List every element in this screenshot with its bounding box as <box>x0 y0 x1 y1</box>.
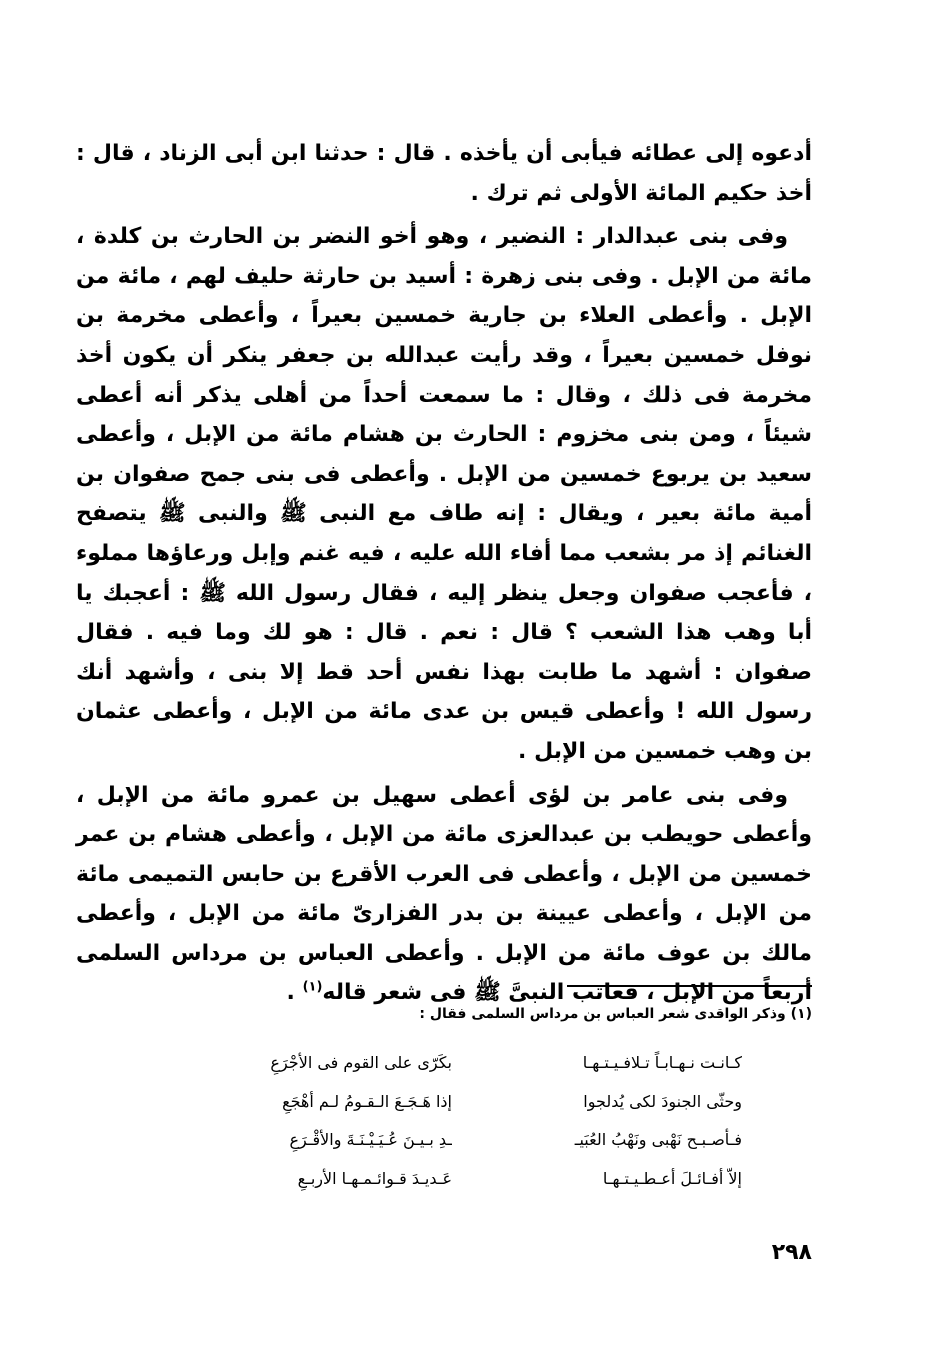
paragraph-2: وفى بنى عبدالدار : النضير ، وهو أخو النضر بن الحارث بن كلدة ، مائة من الإبل . وفى بنى زهرة : أسيد بن حارثة حليف لهم ، مائة من الإبل . وأعطى العلاء بن جارية خمسين بعيراً ، وأعطى مخرمة بن نوفل خمسين بعيراً ، وقد رأيت عبدالله بن جعفر ينكر أن يكون أخذ مخرمة فى ذلك ، وقال : ما سمعت أحداً من أهلى يذكر أنه أعطى شيئاً ، ومن بنى مخزوم : الحارث بن هشام مائة من الإبل ، وأعطى سعيد بن يربوع خمسين من الإبل . وأعطى فى بنى جمح صفوان بن أمية مائة بعير ، ويقال : إنه طاف مع النبى ﷺ والنبى ﷺ يتصفح الغنائم إذ مر بشعب مما أفاء الله عليه ، فيه غنم وإبل ورعاؤها مملوء ، فأعجب صفوان وجعل ينظر إليه ، فقال رسول الله ﷺ : أعجبك يا أبا وهب هذا الشعب ؟ قال : نعم . قال : هو لك وما فيه . فقال صفوان : أشهد ما طابت بهذا نفس أحد قط إلا بنى ، وأشهد أنك رسول الله ! وأعطى قيس بن عدى مائة من الإبل ، وأعطى عثمان بن وهب خمسين من الإبل . <box>76 224 812 764</box>
verse-second-hemistich: إذا هَـجَـعَ الـقـومُ لـم أهْجَعِ <box>282 1091 452 1111</box>
paragraph-1: أدعوه إلى عطائه فيأبى أن يأخذه . قال : حدثنا ابن أبى الزناد ، قال : أخذ حكيم المائة الأولى ثم ترك . <box>76 141 812 206</box>
verse-row <box>212 1044 742 1083</box>
verse-second-hemistich: ـدِ بـيـنَ عُـيَـيْـنَـةَ والأقْـرَعِ <box>289 1130 452 1149</box>
page-number: ٢٩٨ <box>771 1240 812 1265</box>
verse-first-hemistich: وحثّى الجنودَ لكى يُدلجوا <box>583 1091 742 1111</box>
footnote-reference: (١) <box>302 980 323 996</box>
footnote-text: (١) وذكر الواقدى شعر العباس بن مرداس السلمى فقال : <box>419 1006 812 1022</box>
footnote-divider <box>567 985 812 987</box>
verse-first-hemistich: فـأصـبـح نَهْبى ونَهْبُ العُبَيـ <box>574 1130 742 1149</box>
verse-second-hemistich: عَـديـدَ قـوائـمـهـا الأربـعِ <box>297 1168 452 1188</box>
verse-first-hemistich: إلاّ أفـائـلَ أعـطـيـتـهـا <box>602 1168 742 1188</box>
paragraph-3: وفى بنى عامر بن لؤى أعطى سهيل بن عمرو مائة من الإبل ، وأعطى حويطب بن عبدالعزى مائة من الإبل ، وأعطى هشام بن عمر خمسين من الإبل ، وأعطى فى العرب الأقرع بن حابس التميمى مائة من الإبل ، وأعطى عيينة بن بدر الفزارىّ مائة من الإبل ، وأعطى مالك بن عوف مائة من الإبل . وأعطى العباس بن مرداس السلمى أربعاً من الإبل ، فعاتب النبىَّ ﷺ فى شعر قاله$^{(١)}$ . <box>76 782 812 1006</box>
verse-row <box>212 1160 742 1199</box>
footnote <box>76 1004 812 1024</box>
verse-row <box>212 1083 742 1122</box>
main-text <box>76 134 812 1013</box>
verse-row <box>212 1121 742 1160</box>
verse-second-hemistich: بكَرّى على القوم فى الأجْرَعِ <box>270 1053 452 1072</box>
verse-first-hemistich: كـانـت نـهـابـاً تـلافـيـتـهـا <box>582 1053 742 1072</box>
poem-verses <box>212 1044 742 1198</box>
